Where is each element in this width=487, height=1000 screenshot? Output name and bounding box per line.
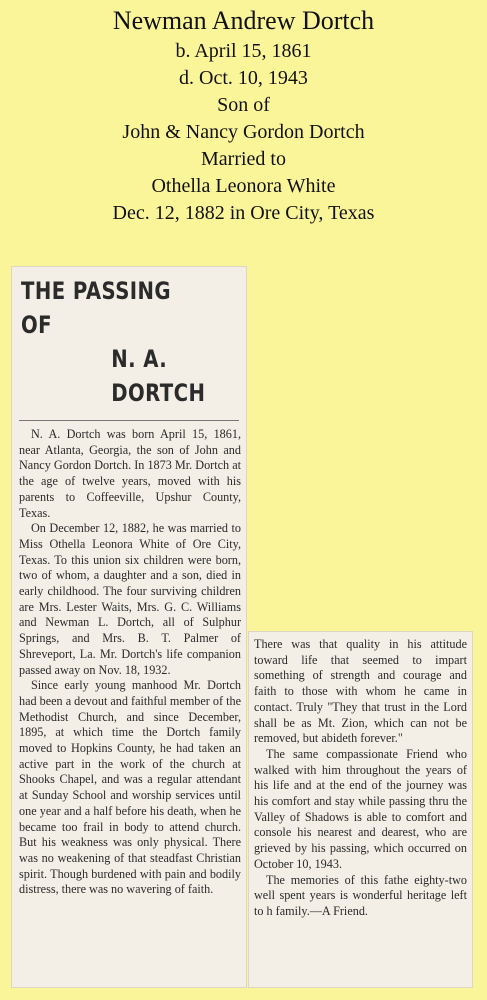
spouse-name: Othella Leonora White (151, 175, 336, 197)
newspaper-clipping-right (248, 631, 473, 988)
obituary-paragraph: Since early young manhood Mr. Dortch had been a devout and faithful member of the Methodist Church, and since December, 1895, at which time the Dortch family moved to Hopkins County, he had taken an active part in the work of the church at Shooks Chapel, and was a regular attendant at Sunday School and worship services until one year and a half before his death, when he became too frail in body to attend church. But his weakness was only physical. There was no weakening of that steadfast Christian spirit. Though burdened with pain and bodily distress, there was no wavering of faith. (19, 678, 241, 897)
obituary-paragraph: N. A. Dortch was born April 15, 1861, near Atlanta, Georgia, the son of John and Nancy Gordon Dortch. In 1873 Mr. Dortch at the age of twelve years, moved with his parents to Coffeeville, Upshur County, Texas. (19, 427, 241, 520)
son-of-label: Son of (217, 94, 270, 116)
birth-date: b. April 15, 1861 (175, 40, 312, 62)
headline-line-1: THE PASSING OF (21, 277, 171, 339)
obituary-text-left (11, 427, 247, 898)
obituary-paragraph: There was that quality in his attitude toward life that seemed to impart something of strength and courage and faith to those with whom he came in contact. Truly "They that trust in the Lord shall be as Mt. Zion, which can not be removed, but abideth forever." (254, 637, 467, 746)
obituary-paragraph: The memories of this fathe eighty-two well spent years is wonderful heritage left to h family.—A Friend. (254, 872, 467, 918)
obituary-text-right (248, 631, 473, 920)
clipping-headline (21, 274, 206, 410)
person-name: Newman Andrew Dortch (112, 6, 375, 35)
death-date: d. Oct. 10, 1943 (179, 67, 308, 89)
memorial-header (0, 4, 487, 227)
newspaper-clipping-left (11, 266, 247, 988)
obituary-paragraph: The same compassionate Friend who walked with him throughout the years of his life and at the end of the journey was his comfort and stay while passing thru the Valley of Shadows is able to comfort and console his nearest and dearest, who are grieved by his passing, which occurred on October 10, 1943. (254, 746, 467, 871)
marriage-date-place: Dec. 12, 1882 in Ore City, Texas (112, 202, 375, 224)
obituary-paragraph: On December 12, 1882, he was married to Miss Othella Leonora White of Ore City, Texas. To this union six children were born, two of whom, a daughter and a son, died in early childhood. The four surviving children are Mrs. Lester Waits, Mrs. G. C. Williams and Newman L. Dortch, all of Sulphur Springs, and Mrs. B. T. Palmer of Shreveport, La. Mr. Dortch's life companion passed away on Nov. 18, 1932. (19, 521, 241, 677)
married-to-label: Married to (201, 148, 286, 170)
parents-names: John & Nancy Gordon Dortch (122, 121, 365, 143)
headline-divider (19, 420, 239, 421)
headline-line-2: N. A. DORTCH (111, 345, 206, 407)
